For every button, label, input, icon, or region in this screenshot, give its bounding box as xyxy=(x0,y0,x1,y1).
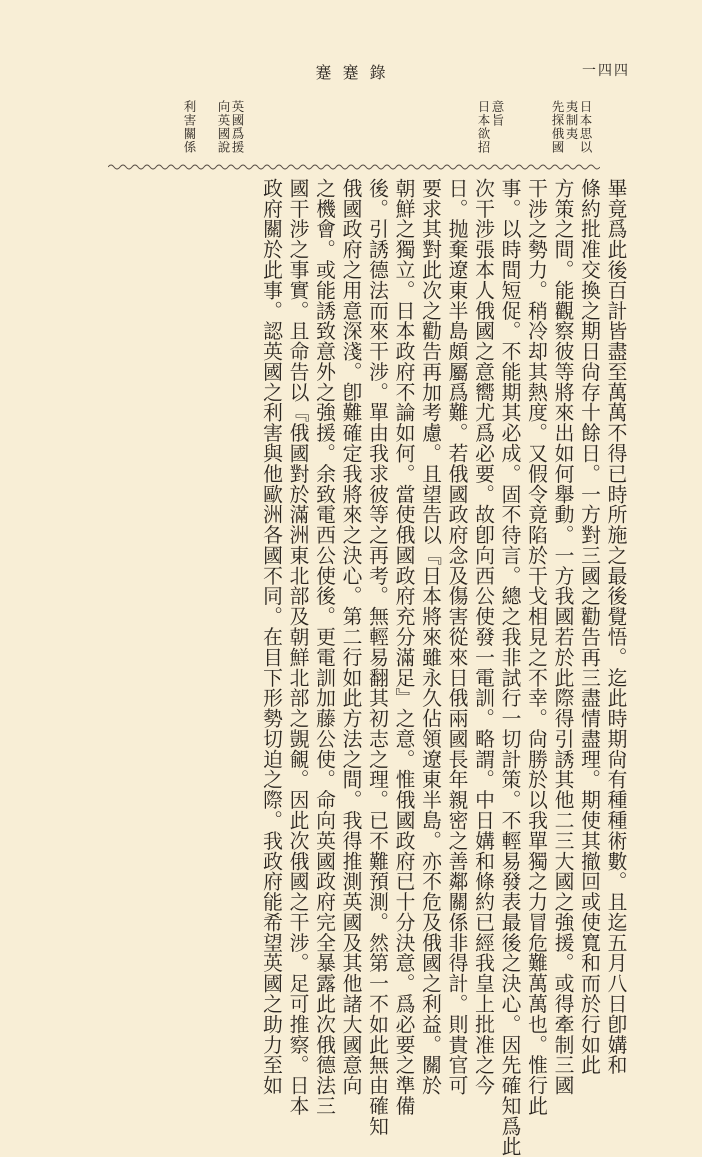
margin-note-line: 英國爲援 xyxy=(230,100,245,154)
margin-note-line: 意旨 xyxy=(490,100,505,127)
margin-note-line: 先探俄國 xyxy=(550,100,565,154)
margin-note-line: 日本思以 xyxy=(578,100,593,154)
margin-note xyxy=(476,100,490,162)
running-title-char: 蹇 xyxy=(315,63,333,82)
text-column: 國干涉之事實。且命告以『俄國對於滿洲東北部及朝鮮北部之覬覦。因此次俄國之干涉。足可推察。日本 xyxy=(286,178,309,1116)
page-number: 一四四 xyxy=(582,63,630,79)
text-column: 俄國政府之用意深淺。卽難確定我將來之決心。第二行如此方法之間。我得推測英國及其他諸大國意向 xyxy=(339,178,362,1096)
text-column: 政府關於此事。認英國之利害與他歐洲各國不同。在目下形勢切迫之際。我政府能希望英國之助力至如 xyxy=(259,178,283,1096)
wavy-divider-line xyxy=(108,165,600,169)
text-column: 後。引誘德法而來干涉。單由我求彼等之再考。無輕易翻其初志之理。已不難預測。然第一不如此無由確知 xyxy=(365,178,389,1137)
text-column: 畢竟爲此後百計皆盡至萬萬不得已時所施之最後覺悟。迄此時期尙有種種術數。且迄五月八日卽媾和 xyxy=(604,178,627,1076)
text-column: 之機會。或能誘致意外之強援。余致電西公使後。更電訓加藤公使。命向英國政府完全暴露此次俄德法三 xyxy=(312,178,336,1116)
text-column: 次干涉張本人俄國之意嚮尤爲必要。故卽向西公使發一電訓。略謂。中日媾和條約已經我皇上批准之今 xyxy=(471,178,495,1096)
margin-note xyxy=(550,100,564,162)
body-text xyxy=(257,178,628,1157)
margin-note-line: 向英國說 xyxy=(216,100,231,154)
margin-note xyxy=(216,100,230,162)
text-column: 要求其對此次之勸告再加考慮。且望告以『日本將來雖永久佔領遼東半島。亦不危及俄國之利益。關於 xyxy=(418,178,442,1096)
text-column: 干涉之勢力。稍冷却其熱度。又假令竟陷於干戈相見之不幸。尙勝於以我單獨之力冒危難萬萬也。惟行此 xyxy=(524,178,548,1116)
text-column: 條約批准交換之期日尙存十餘日。一方對三國之勸告再三盡情盡理。期使其撤回或使寬和而於行如此 xyxy=(577,178,601,1076)
margin-note xyxy=(578,100,592,162)
margin-note xyxy=(230,100,244,162)
margin-note-line: 夷制夷 xyxy=(564,100,579,141)
margin-note xyxy=(182,100,196,162)
margin-note-line: 日本欲招 xyxy=(476,100,491,154)
margin-note-line: 利害關係 xyxy=(182,100,197,154)
text-column: 方策之間。能觀察彼等將來出如何舉動。一方我國若於此際得引誘其他二三大國之強援。或得牽制三國 xyxy=(551,178,574,1096)
margin-note xyxy=(490,100,504,162)
text-column: 事。以時間短促。不能期其必成。固不待言。總之我非試行一切計策。不輕易發表最後之決心。因先確知爲此 xyxy=(498,178,521,1157)
margin-note xyxy=(564,100,578,162)
wavy-divider xyxy=(108,162,600,172)
margin-notes xyxy=(92,100,592,162)
running-title-char: 蹇 xyxy=(342,63,360,82)
running-title-char: 錄 xyxy=(369,63,387,82)
text-column: 朝鮮之獨立。日本政府不論如何。當使俄國政府充分滿足』之意。惟俄國政府已十分決意。爲必要之準備 xyxy=(392,178,415,1116)
text-column: 日。抛棄遼東半島頗屬爲難。若俄國政府念及傷害從來日俄兩國長年親密之善鄰關係非得計。則貴官可 xyxy=(445,178,468,1096)
